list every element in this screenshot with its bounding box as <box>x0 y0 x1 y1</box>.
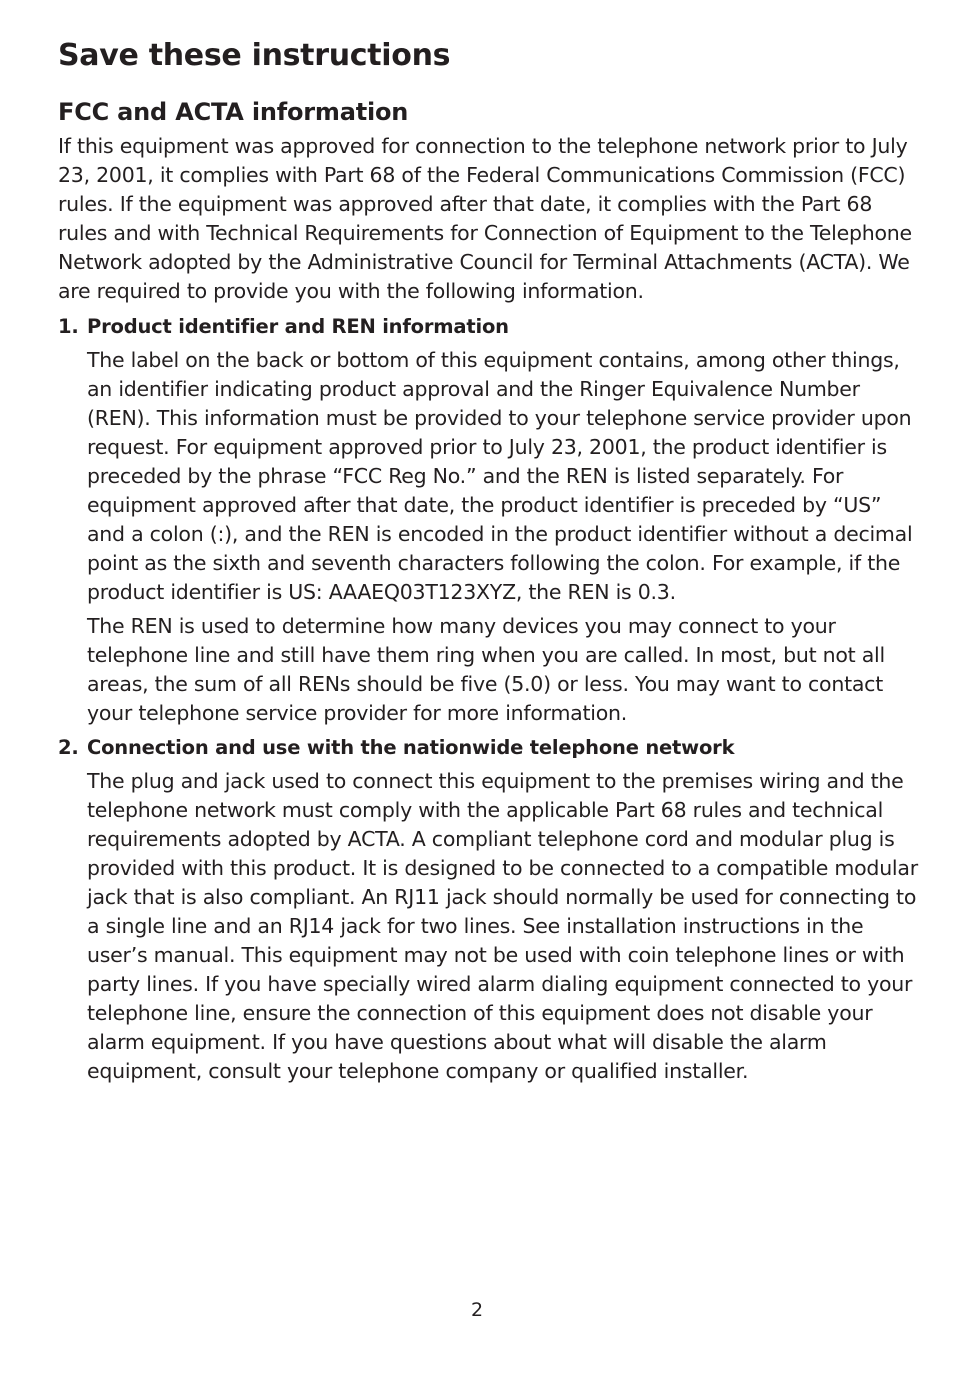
item-number: 2. <box>58 736 79 759</box>
item-heading <box>58 733 918 762</box>
item-heading <box>58 312 918 341</box>
list-item-product-identifier <box>58 312 918 728</box>
intro-paragraph: If this equipment was approved for connection to the telephone network prior to July 23, 2001, it complies with Part 68 of the Federal Communications Commission (FCC) rules. If the equipment was approved after that date, it complies with the Part 68 rules and with Technical Requirements for Connection of Equipment to the Telephone Network adopted by the Administrative Council for Terminal Attachments (ACTA). We are required to provide you with the following information. <box>58 134 912 303</box>
page-title: Save these instructions <box>58 38 451 73</box>
item-number: 1. <box>58 315 79 338</box>
item-body <box>58 346 918 728</box>
section-title: FCC and ACTA information <box>58 98 409 126</box>
item-heading-text: Connection and use with the nationwide telephone network <box>87 736 735 759</box>
document-page <box>58 36 918 1091</box>
item-body <box>58 767 918 1086</box>
item-paragraph: The label on the back or bottom of this equipment contains, among other things, an identifier indicating product approval and the Ringer Equivalence Number (REN). This information must be provided to your telephone service provider upon request. For equipment approved prior to July 23, 2001, the product identifier is preceded by the phrase “FCC Reg No.” and the REN is listed separately. For equipment approved after that date, the product identifier is preceded by “US” and a colon (:), and the REN is encoded in the product identifier without a decimal point as the sixth and seventh characters following the colon. For example, if the product identifier is US: AAAEQ03T123XYZ, the REN is 0.3. <box>87 348 913 604</box>
item-heading-text: Product identifier and REN information <box>87 315 509 338</box>
item-paragraph: The plug and jack used to connect this equipment to the premises wiring and the telephone network must comply with the applicable Part 68 rules and technical requirements adopted by ACTA. A compliant telephone cord and modular plug is provided with this product. It is designed to be connected to a compatible modular jack that is also compliant. An RJ11 jack should normally be used for connecting to a single line and an RJ14 jack for two lines. See installation instructions in the user’s manual. This equipment may not be used with coin telephone lines or with party lines. If you have specially wired alarm dialing equipment connected to your telephone line, ensure the connection of this equipment does not disable your alarm equipment. If you have questions about what will disable the alarm equipment, consult your telephone company or qualified installer. <box>87 769 918 1083</box>
page-number: 2 <box>470 1299 484 1321</box>
list-item-connection <box>58 733 918 1086</box>
item-paragraph: The REN is used to determine how many devices you may connect to your telephone line and still have them ring when you are called. In most, but not all areas, the sum of all RENs should be five (5.0) or less. You may want to contact your telephone service provider for more information. <box>87 614 885 725</box>
